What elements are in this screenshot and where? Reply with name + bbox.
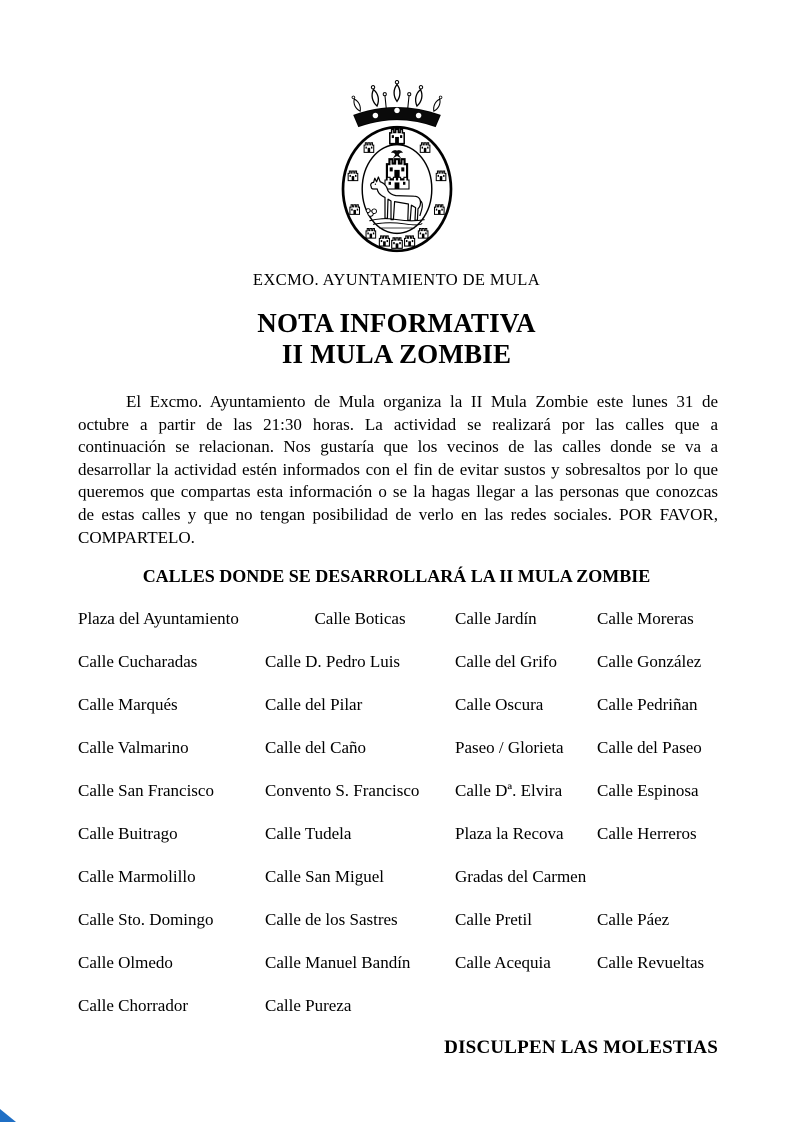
- masthead: [0, 0, 793, 370]
- mula-coat-of-arms-icon: [337, 66, 457, 258]
- street-row: [78, 816, 718, 859]
- street-row: [78, 902, 718, 945]
- street-cell: Calle Moreras: [597, 609, 694, 629]
- page-corner-accent: [0, 1109, 16, 1122]
- street-cell: Calle del Grifo: [455, 652, 557, 672]
- street-cell: Calle Pedriñan: [597, 695, 698, 715]
- street-cell: [590, 859, 718, 902]
- street-cell: Calle Marmolillo: [78, 867, 196, 887]
- street-row: [78, 945, 718, 988]
- street-cell: Calle Olmedo: [78, 953, 173, 973]
- street-row: [78, 773, 718, 816]
- street-cell: Plaza del Ayuntamiento: [78, 609, 239, 629]
- street-cell: Gradas del Carmen: [455, 867, 587, 887]
- street-cell: Calle Cucharadas: [78, 652, 198, 672]
- streets-section-heading: CALLES DONDE SE DESARROLLARÁ LA II MULA ZOMBIE: [142, 566, 651, 587]
- street-cell: Calle del Pilar: [265, 695, 363, 715]
- streets-table: [78, 601, 718, 1031]
- street-cell: Calle Tudela: [265, 824, 352, 844]
- street-cell: Calle Dª. Elvira: [455, 781, 563, 801]
- title-line-1: NOTA INFORMATIVA: [257, 308, 536, 338]
- street-cell: Calle de los Sastres: [265, 910, 398, 930]
- street-row: [78, 644, 718, 687]
- street-cell: Calle Jardín: [455, 609, 537, 629]
- document-title: [0, 308, 793, 370]
- organization-name: EXCMO. AYUNTAMIENTO DE MULA: [252, 270, 541, 289]
- street-cell: Calle Páez: [597, 910, 670, 930]
- street-cell: Calle Chorrador: [78, 996, 188, 1016]
- street-cell: Plaza la Recova: [455, 824, 564, 844]
- street-cell: Calle Boticas: [314, 609, 406, 629]
- street-cell: Calle del Paseo: [597, 738, 702, 758]
- street-cell: Calle Revueltas: [597, 953, 705, 973]
- street-cell: Calle Pureza: [265, 996, 352, 1016]
- street-cell: Calle Oscura: [455, 695, 544, 715]
- street-cell: [455, 988, 590, 1031]
- title-line-2: II MULA ZOMBIE: [281, 339, 512, 369]
- street-cell: Calle San Miguel: [265, 867, 384, 887]
- street-cell: Calle del Caño: [265, 738, 367, 758]
- street-row: [78, 859, 718, 902]
- street-cell: Calle Pretil: [455, 910, 532, 930]
- street-cell: [590, 988, 718, 1031]
- street-row: [78, 687, 718, 730]
- street-row: [78, 988, 718, 1031]
- street-row: [78, 730, 718, 773]
- street-cell: Paseo / Glorieta: [455, 738, 564, 758]
- closing-apology: DISCULPEN LAS MOLESTIAS: [444, 1037, 718, 1059]
- intro-paragraph: El Excmo. Ayuntamiento de Mula organiza la II Mula Zombie este lunes 31 de octubre a partir de las 21:30 horas. La actividad se realizará por las calles que a continuación se relacionan. Nos gustaría que los vecinos de las calles donde se va a desarrollar la actividad estén informados con el fin de evitar sustos y sobresaltos por lo que queremos que compartas esta información o se la hagas llegar a las personas que conozcas de estas calles y que no tengan posibilidad de verlo en las redes sociales. POR FAVOR, COMPARTELO.: [78, 392, 718, 547]
- street-cell: Calle Herreros: [597, 824, 697, 844]
- street-cell: Calle Sto. Domingo: [78, 910, 214, 930]
- street-row: [78, 601, 718, 644]
- street-cell: Calle Valmarino: [78, 738, 189, 758]
- street-cell: Calle Manuel Bandín: [265, 953, 411, 973]
- street-cell: Calle Acequia: [455, 953, 551, 973]
- street-cell: Calle Espinosa: [597, 781, 699, 801]
- street-cell: Calle San Francisco: [78, 781, 214, 801]
- street-cell: Calle Marqués: [78, 695, 178, 715]
- street-cell: Convento S. Francisco: [265, 781, 420, 801]
- street-cell: Calle González: [597, 652, 702, 672]
- street-cell: Calle Buitrago: [78, 824, 178, 844]
- street-cell: Calle D. Pedro Luis: [265, 652, 401, 672]
